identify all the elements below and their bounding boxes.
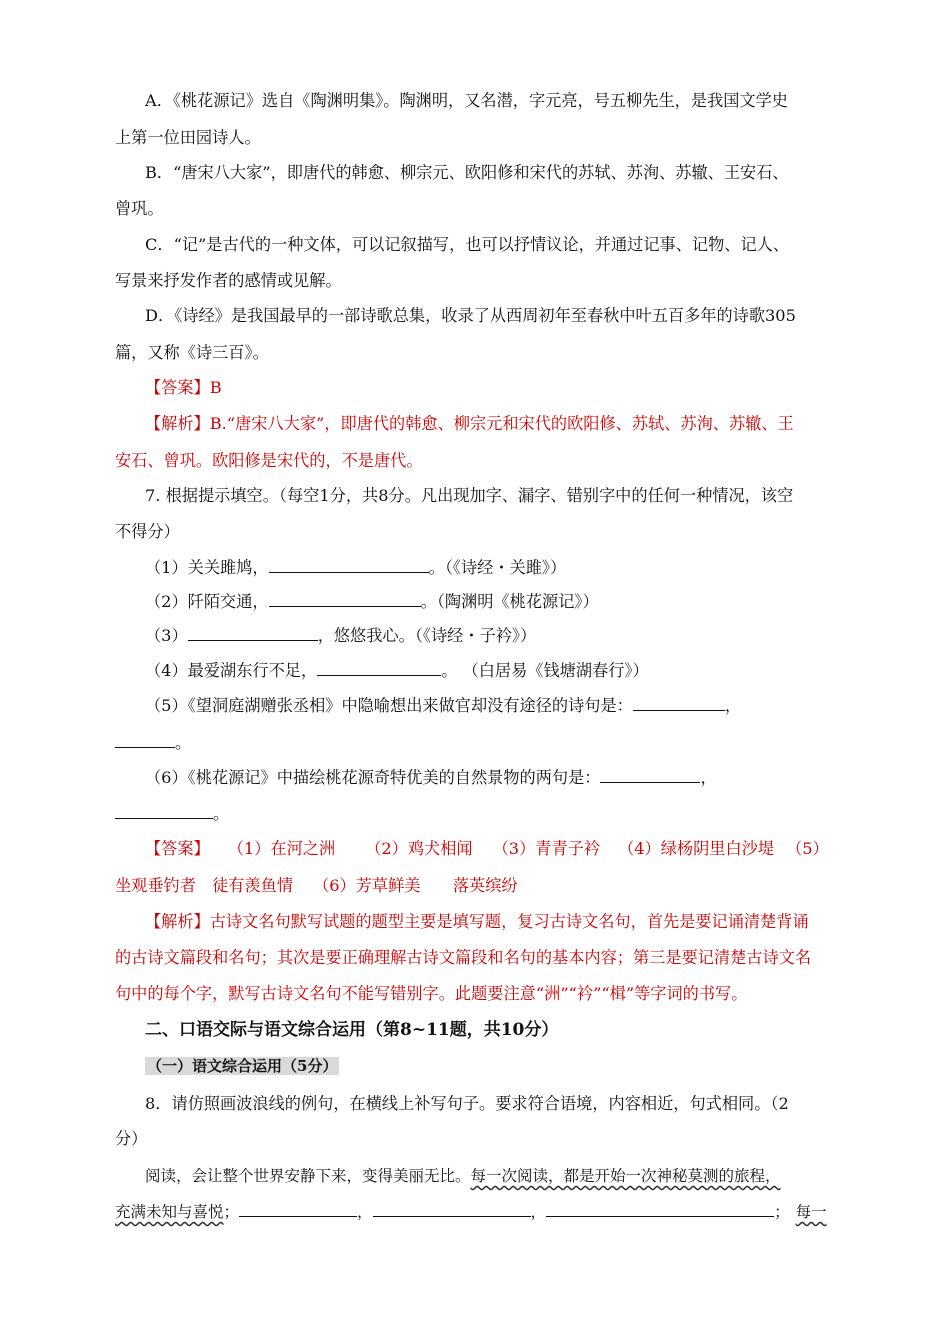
item6-text: （6）《桃花源记》中描绘桃花源奇特优美的自然景物的两句是： <box>145 768 601 787</box>
item1-source: 。（《诗经・关雎》） <box>428 558 567 577</box>
q8-prompt-line1: 8．请仿照画波浪线的例句，在横线上补写句子。要求符合语境，内容相近，句式相同。（2 <box>145 1094 789 1113</box>
option-d-line1: D．《诗经》是我国最早的一部诗歌总集，收录了从西周初年至春秋中叶五百多年的诗歌305 <box>145 306 796 325</box>
fill-blank-2[interactable] <box>269 591 421 607</box>
q8-passage-line2 <box>115 1201 827 1223</box>
fill-blank-6b[interactable] <box>115 803 213 819</box>
q7-analysis-line1 <box>145 911 809 933</box>
item5-text: （5）《望洞庭湖赠张丞相》中隐喻想出来做官却没有途径的诗句是： <box>145 696 633 715</box>
analysis-tag: 【解析】 <box>145 912 210 931</box>
comma-1: ， <box>357 1203 373 1221</box>
semicolon-1: ； <box>223 1203 240 1221</box>
section-subtitle <box>145 1055 339 1077</box>
q7-item4 <box>145 660 649 682</box>
passage-wavy-1: 每一次阅读，都是开始一次神秘莫测的旅程， <box>470 1167 781 1185</box>
q7-prompt-line1: 7. 根据提示填空。（每空1分，共8分。凡出现加字、漏字、错别字中的任何一种情况，该空 <box>145 486 794 505</box>
passage-wavy-2: 充满未知与喜悦 <box>115 1203 224 1221</box>
q7-item6 <box>145 767 717 789</box>
option-b-line1: B．“唐宋八大家”，即唐代的韩愈、柳宗元、欧阳修和宋代的苏轼、苏洵、苏辙、王安石、 <box>145 163 789 182</box>
answer-5-num: （5） <box>786 839 829 858</box>
answer-2: （2）鸡犬相闻 <box>365 839 473 858</box>
q7-item5 <box>145 695 741 717</box>
option-a-line1: A．《桃花源记》选自《陶渊明集》。陶渊明，又名潜，字元亮，号五柳先生，是我国文学史 <box>145 91 788 110</box>
item2-source: 。（陶渊明《桃花源记》） <box>420 592 599 611</box>
q6-answer <box>145 377 222 399</box>
option-c-line1: C．“记”是古代的一种文体，可以记叙描写，也可以抒情议论，并通过记事、记物、记人、 <box>145 235 790 254</box>
q7-item6-cont <box>115 803 229 825</box>
item2-text: （2）阡陌交通， <box>145 592 269 611</box>
analysis-text: B.“唐宋八大家”，即唐代的韩愈、柳宗元和宋代的欧阳修、苏轼、苏洵、苏辙、王 <box>209 414 794 433</box>
passage-plain: 阅读，会让整个世界安静下来，变得美丽无比。 <box>145 1167 471 1185</box>
option-c-line2: 写景来抒发作者的感情或见解。 <box>115 271 342 290</box>
fill-blank-8b[interactable] <box>373 1201 531 1217</box>
item4-source: 。 （白居易《钱塘湖春行》） <box>441 661 649 680</box>
analysis-tag: 【解析】 <box>145 414 210 433</box>
q7-item3 <box>145 625 536 647</box>
q6-analysis-line1 <box>145 413 794 435</box>
item5-comma: ， <box>724 696 742 715</box>
analysis-text: 古诗文名句默写试题的题型主要是填写题，复习古诗文名句，首先是要记诵清楚背诵 <box>209 912 809 931</box>
answer-tag: 【答案】 <box>145 378 210 397</box>
q7-analysis-line3: 句中的每个字，默写古诗文名句不能写错别字。此题要注意“洲”“衿”“楫”等字词的书写。 <box>115 984 748 1003</box>
fill-blank-8c[interactable] <box>546 1201 774 1217</box>
q7-item1 <box>145 557 566 579</box>
option-d-line2: 篇，又称《诗三百》。 <box>115 343 269 362</box>
item5-end: 。 <box>175 733 192 752</box>
answer-tag: 【答案】 <box>145 839 210 858</box>
q8-passage-line1 <box>145 1165 781 1187</box>
fill-blank-3[interactable] <box>188 625 318 641</box>
q7-analysis-line2: 的古诗文篇段和名句；其次是要正确理解古诗文篇段和名句的基本内容；第三是要记清楚古诗文名 <box>115 948 812 967</box>
fill-blank-1[interactable] <box>269 557 429 573</box>
item4-text: （4）最爱湖东行不足， <box>145 661 318 680</box>
answer-1: （1）在河之洲 <box>227 839 336 858</box>
section-title: 二、口语交际与语文综合运用（第8~11题，共10分） <box>145 1020 559 1040</box>
q7-prompt-line2: 不得分） <box>115 522 180 541</box>
q6-analysis-line2: 安石、曾巩。欧阳修是宋代的，不是唐代。 <box>115 451 423 470</box>
item3-num: （3） <box>145 626 188 645</box>
item6-end: 。 <box>213 804 230 823</box>
fill-blank-5b[interactable] <box>115 732 175 748</box>
q7-item5-cont <box>115 732 191 754</box>
q8-prompt-line2: 分） <box>115 1129 148 1148</box>
answer-6: （6）芳草鲜美 落英缤纷 <box>313 876 518 895</box>
answer-4: （4）绿杨阴里白沙堤 <box>618 839 775 858</box>
fill-blank-5a[interactable] <box>633 695 725 711</box>
item6-comma: ， <box>700 768 717 787</box>
item1-text: （1）关关雎鸠， <box>145 558 269 577</box>
answer-value: B <box>209 378 222 397</box>
q7-answer-line1 <box>145 838 829 860</box>
q7-answer-line2 <box>115 875 518 897</box>
q7-item2 <box>145 591 599 613</box>
item3-text: ，悠悠我心。（《诗经・子衿》） <box>317 626 537 645</box>
fill-blank-8a[interactable] <box>239 1201 357 1217</box>
subtitle-text: （一）语文综合运用（5分） <box>147 1057 338 1075</box>
answer-3: （3）青青子衿 <box>492 839 601 858</box>
option-a-line2: 上第一位田园诗人。 <box>115 128 261 147</box>
fill-blank-6a[interactable] <box>600 767 700 783</box>
fill-blank-4[interactable] <box>317 660 441 676</box>
semicolon-2: ； <box>774 1203 790 1221</box>
option-b-line2: 曾巩。 <box>115 199 164 218</box>
passage-ending: 每一 <box>795 1203 827 1221</box>
answer-5-text: 坐观垂钓者 徒有羡鱼情 <box>115 876 294 895</box>
comma-2: ， <box>530 1203 547 1221</box>
